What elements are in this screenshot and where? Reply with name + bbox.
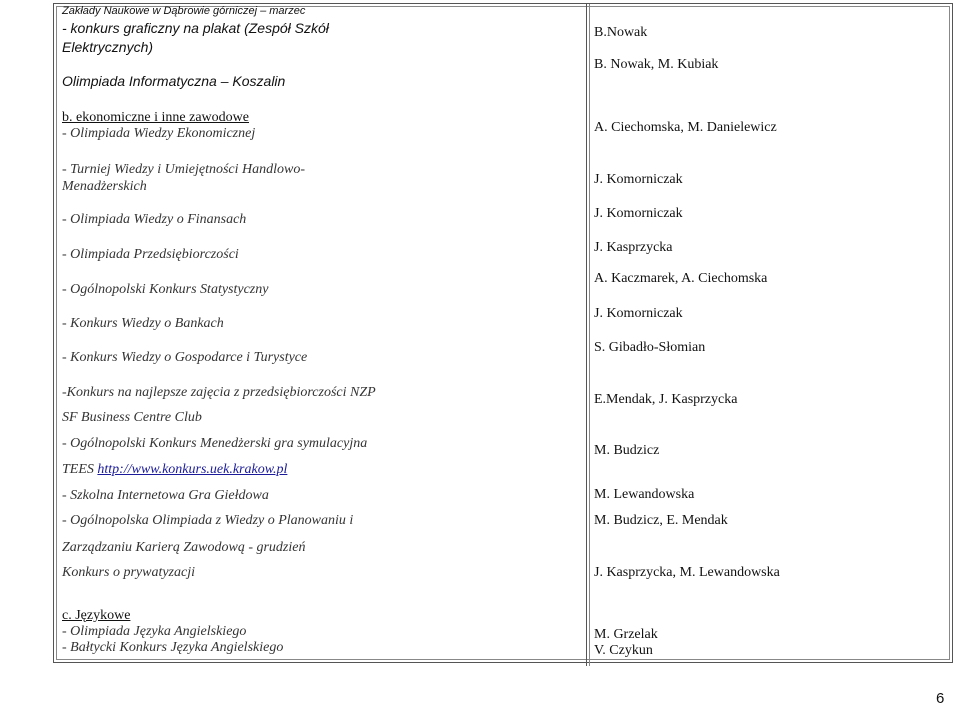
teacher-row-5: J. Komorniczak <box>594 206 683 221</box>
intro-line-2: Elektrycznych) <box>62 39 154 55</box>
teacher-row-8: J. Komorniczak <box>594 306 683 321</box>
item-planowanie-2: Zarządzaniu Karierą Zawodową - grudzień <box>62 540 306 555</box>
teacher-row-6: J. Kasprzycka <box>594 240 673 255</box>
item-banki: - Konkurs Wiedzy o Bankach <box>62 316 224 331</box>
item-planowanie-1: - Ogólnopolska Olimpiada z Wiedzy o Planowaniu i <box>62 513 354 528</box>
table-frame <box>53 3 953 663</box>
item-zajecia: -Konkurs na najlepsze zajęcia z przedsiębiorczości NZP <box>62 385 376 400</box>
item-finanse: - Olimpiada Wiedzy o Finansach <box>62 212 247 227</box>
item-gospodarka: - Konkurs Wiedzy o Gospodarce i Turystyce <box>62 350 308 365</box>
teacher-row-1: B.Nowak <box>594 25 648 40</box>
item-menedzerski: - Ogólnopolski Konkurs Menedżerski gra symulacyjna <box>62 436 368 451</box>
tees-prefix: TEES <box>62 462 98 477</box>
item-turniej-1: - Turniej Wiedzy i Umiejętności Handlowo- <box>62 162 306 177</box>
teacher-row-11: M. Budzicz <box>594 443 660 458</box>
page-number: 6 <box>936 690 945 707</box>
item-baltycki: - Bałtycki Konkurs Języka Angielskiego <box>62 640 284 655</box>
teacher-row-15: M. Grzelak <box>594 627 658 642</box>
teacher-row-9: S. Gibadło-Słomian <box>594 340 706 355</box>
item-prywatyzacja: Konkurs o prywatyzacji <box>62 565 195 580</box>
table-inner-border <box>56 6 950 660</box>
section-c-title: c. Językowe <box>62 608 131 623</box>
item-angielski: - Olimpiada Języka Angielskiego <box>62 624 247 639</box>
item-sf-business: SF Business Centre Club <box>62 410 202 425</box>
teacher-row-13: M. Budzicz, E. Mendak <box>594 513 728 528</box>
item-statystyczny: - Ogólnopolski Konkurs Statystyczny <box>62 282 269 297</box>
section-b-title: b. ekonomiczne i inne zawodowe <box>62 110 249 125</box>
column-divider-inner <box>589 4 590 666</box>
teacher-row-12: M. Lewandowska <box>594 487 695 502</box>
teacher-row-2: B. Nowak, M. Kubiak <box>594 57 719 72</box>
item-tees <box>62 462 287 478</box>
olimpiada-informatyczna: Olimpiada Informatyczna – Koszalin <box>62 73 286 89</box>
item-ekonomiczna: - Olimpiada Wiedzy Ekonomicznej <box>62 126 256 141</box>
teacher-row-10: E.Mendak, J. Kasprzycka <box>594 392 738 407</box>
item-gielda: - Szkolna Internetowa Gra Giełdowa <box>62 488 269 503</box>
intro-line-1: - konkurs graficzny na plakat (Zespół Szkół <box>62 20 329 36</box>
teacher-row-14: J. Kasprzycka, M. Lewandowska <box>594 565 780 580</box>
teacher-row-16: V. Czykun <box>594 643 653 658</box>
item-przedsiebiorczosc: - Olimpiada Przedsiębiorczości <box>62 247 239 262</box>
teacher-row-4: J. Komorniczak <box>594 172 683 187</box>
konkurs-link[interactable]: http://www.konkurs.uek.krakow.pl <box>97 462 288 477</box>
header-note: Zakłady Naukowe w Dąbrowie górniczej – marzec <box>62 5 306 17</box>
item-turniej-2: Menadżerskich <box>62 179 147 194</box>
teacher-row-3: A. Ciechomska, M. Danielewicz <box>594 120 777 135</box>
column-divider <box>586 4 587 666</box>
teacher-row-7: A. Kaczmarek, A. Ciechomska <box>594 271 768 286</box>
